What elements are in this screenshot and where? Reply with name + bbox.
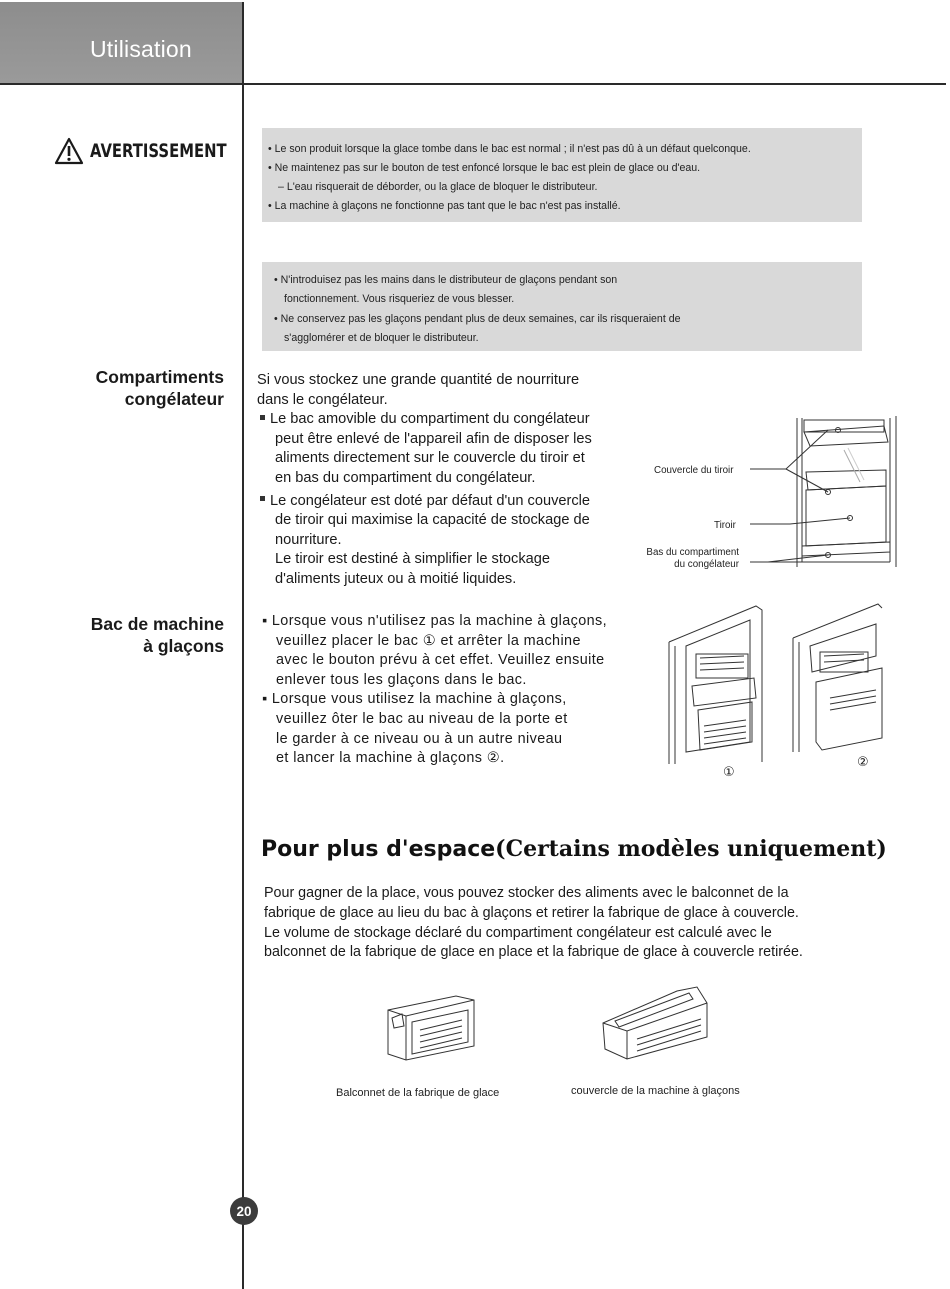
body-line: ▪ Lorsque vous utilisez la machine à glaçons, (262, 691, 567, 708)
body-line: et lancer la machine à glaçons ②. (276, 750, 505, 767)
caption-ice-cover: couvercle de la machine à glaçons (571, 1085, 740, 1097)
section-label-line: Bac de machine (90, 614, 224, 634)
page-section-title: Utilisation (90, 36, 192, 62)
body-line: de tiroir qui maximise la capacité de stockage de (275, 512, 590, 529)
callout-line: du congélateur (674, 559, 739, 570)
header-divider (0, 83, 946, 85)
body-line: Le volume de stockage déclaré du compartiment congélateur est calculé avec le (264, 924, 772, 941)
bullet-square-icon (260, 496, 265, 501)
warning-item (274, 310, 862, 347)
section-label-line: Compartiments (95, 367, 224, 387)
body-line: ▪ Lorsque vous n'utilisez pas la machine à glaçons, (262, 613, 608, 629)
space-section-heading (261, 836, 887, 862)
icemaker-section-label (91, 613, 224, 657)
body-line: peut être enlevé de l'appareil afin de disposer les (275, 430, 592, 447)
body-line: d'aliments juteux ou à moitié liquides. (275, 570, 517, 587)
body-line: veuillez placer le bac ① et arrêter la machine (276, 632, 581, 649)
figure-1-number: ① (723, 764, 735, 779)
body-line: fabrique de glace au lieu du bac à glaçons et retirer la fabrique de glace à couvercle. (264, 904, 799, 921)
space-paragraph (264, 884, 894, 963)
body-line: veuillez ôter le bac au niveau de la porte et (276, 710, 568, 727)
icemaker-body (262, 612, 662, 769)
vertical-divider (242, 2, 244, 1289)
ice-maker-bucket-illustration (382, 990, 480, 1066)
callout-freezer-bottom (639, 547, 739, 571)
bullet-square-icon (260, 415, 265, 420)
warning-line: • Le son produit lorsque la glace tombe dans le bac est normal ; il n'est pas dû à un défaut quelconque. (268, 143, 751, 155)
body-line: Le bac amovible du compartiment du congélateur (270, 411, 590, 428)
body-line: dans le congélateur. (257, 391, 388, 408)
heading-models-note: (Certains modèles uniquement) (495, 836, 887, 862)
freezer-body (257, 371, 657, 590)
body-line: enlever tous les glaçons dans le bac. (276, 671, 527, 688)
callout-line: Bas du compartiment (646, 547, 739, 558)
heading-main: Pour plus d'espace (261, 837, 496, 862)
bullet-item (257, 492, 657, 590)
warning-item (274, 271, 862, 308)
warning-line: • Ne conservez pas les glaçons pendant plus de deux semaines, car ils risqueraient de (274, 313, 681, 325)
section-label-line: congélateur (124, 389, 224, 409)
body-line: avec le bouton prévu à cet effet. Veuillez ensuite (276, 652, 605, 669)
body-line: Le congélateur est doté par défaut d'un couvercle (270, 492, 591, 509)
body-line: Pour gagner de la place, vous pouvez stocker des aliments avec le balconnet de la (264, 885, 789, 901)
warning-heading-text: AVERTISSEMENT (90, 140, 227, 162)
freezer-section-label (96, 366, 224, 410)
warning-heading (54, 137, 265, 165)
body-line: aliments directement sur le couvercle du tiroir et (275, 450, 585, 467)
ice-maker-cover-illustration (597, 983, 713, 1063)
body-line: nourriture. (275, 531, 342, 548)
callout-drawer: Tiroir (714, 520, 736, 531)
warning-box-2 (262, 262, 862, 351)
warning-line: – L'eau risquerait de déborder, ou la glace de bloquer le distributeur. (278, 181, 598, 193)
warning-line: • Ne maintenez pas sur le bouton de test enfoncé lorsque le bac est plein de glace ou d'eau. (268, 162, 701, 174)
icemaker-bin-in-place-illustration (666, 602, 774, 768)
body-line: Si vous stockez une grande quantité de nourriture (257, 372, 580, 388)
warning-line: • La machine à glaçons ne fonctionne pas tant que le bac n'est pas installé. (268, 200, 621, 212)
warning-triangle-icon (54, 137, 84, 165)
icemaker-bin-removed-illustration (790, 602, 886, 754)
bullet-item (257, 410, 657, 488)
page-number-badge: 20 (230, 1197, 258, 1225)
body-line: Le tiroir est destiné à simplifier le stockage (275, 551, 550, 568)
warning-line: s'agglomérer et de bloquer le distributeur. (284, 331, 479, 344)
body-line: balconnet de la fabrique de glace en place et la fabrique de glace à couvercle retirée. (264, 944, 803, 961)
callout-drawer-lid: Couvercle du tiroir (654, 465, 734, 476)
figure-2-number: ② (857, 754, 869, 769)
warning-line: • N'introduisez pas les mains dans le distributeur de glaçons pendant son (274, 274, 618, 286)
caption-ice-bucket: Balconnet de la fabrique de glace (336, 1087, 500, 1099)
section-label-line: à glaçons (143, 636, 224, 656)
body-line: en bas du compartiment du congélateur. (275, 469, 536, 486)
warning-box-1 (262, 128, 862, 222)
body-line: le garder à ce niveau ou à un autre niveau (276, 730, 563, 747)
warning-line: fonctionnement. Vous risqueriez de vous blesser. (284, 292, 515, 305)
